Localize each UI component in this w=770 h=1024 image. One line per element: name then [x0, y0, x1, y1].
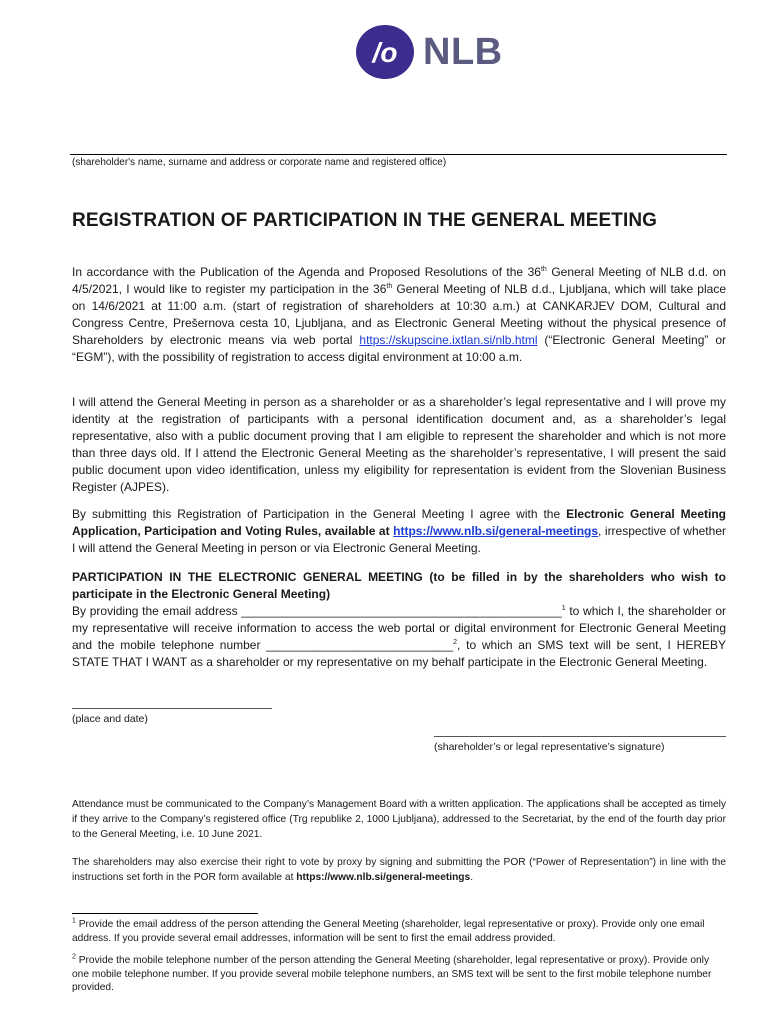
por-link[interactable]: https://www.nlb.si/general-meetings: [296, 872, 471, 883]
signature-line: [434, 736, 726, 737]
egm-heading: PARTICIPATION IN THE ELECTRONIC GENERAL MEETING (to be filled in by the shareholders who wish to participate in the Electronic General Meeting): [72, 570, 726, 601]
place-date-line: [72, 708, 272, 709]
shareholder-caption: (shareholder's name, surname and address or corporate name and registered office): [72, 157, 447, 168]
footnote-rule: [72, 913, 258, 914]
name-entry-line: [70, 154, 727, 155]
attendance-paragraph: I will attend the General Meeting in person as a shareholder or as a shareholder’s legal representative and I will prove my identity at the registration of participants with a personal identification document and, as a shareholder’s legal representative, also with a public document proving that I am eligible to represent the shareholder and which is not more than three days old. If I attend the Electronic General Meeting as the shareholder’s representative, I will present the said public document upon video identification, unless my eligibility for representation is evident from the Slovenian Business Register (AJPES).: [72, 395, 726, 494]
footnote-2: $^2$ Provide the mobile telephone number of the person attending the General Meeting (shareholder, legal representative or proxy). Provide only one mobile telephone number. If you provide several mobile telephone numbers, an SMS text will be sent to the first mobile telephone number provided.: [72, 953, 712, 993]
proxy-notice: The shareholders may also exercise their right to vote by proxy by signing and submitting the POR (“Power of Representation”) in line with the instructions set forth in the POR form available at https://www.nlb.si/general-meetings.: [72, 857, 726, 883]
place-date-label: (place and date): [72, 713, 148, 725]
rules-link[interactable]: https://www.nlb.si/general-meetings: [393, 524, 599, 538]
svg-text:/o: /o: [372, 37, 398, 68]
egm-section: PARTICIPATION IN THE ELECTRONIC GENERAL MEETING (to be filled in by the shareholders who wish to participate in the Electronic General Meeting) By providing the email address ________________________________________________$^1$ to which I, the shareholder or my representative will receive information to access the web portal or digital environment for Electronic General Meeting and the mobile telephone number ____________________________$^2$, to which an SMS text will be sent, I HEREBY STATE THAT I WANT as a shareholder or my representative on my behalf participate in the Electronic General Meeting.: [72, 570, 727, 669]
nlb-logo-icon: [355, 24, 415, 80]
footnote-1: $^1$ Provide the email address of the person attending the General Meeting (shareholder, legal representative or proxy). Provide only one email address. If you provide several email addresses, information will be sent to first the email address provided.: [72, 917, 705, 944]
nlb-logo: [355, 24, 503, 80]
signature-label: (shareholder’s or legal representative’s signature): [434, 741, 665, 753]
page-title: REGISTRATION OF PARTICIPATION IN THE GENERAL MEETING: [72, 210, 658, 231]
intro-paragraph: In accordance with the Publication of the Agenda and Proposed Resolutions of the 36th General Meeting of NLB d.d. on 4/5/2021, I would like to register my participation in the 36th General Meeting of NLB d.d., Ljubljana, which will take place on 14/6/2021 at 11:00 a.m. (start of registration of shareholders at 10:30 a.m.) at CANKARJEV DOM, Cultural and Congress Centre, Prešernova cesta 10, Ljubljana, and as Electronic General Meeting without the physical presence of Shareholders by electronic means via web portal https://skupscine.ixtlan.si/nlb.html (“Electronic General Meeting” or “EGM”), with the possibility of registration to access digital environment at 10:00 a.m.: [72, 265, 726, 364]
attendance-notice: Attendance must be communicated to the Company’s Management Board with a written application. The applications shall be accepted as timely if they arrive to the Company’s registered office (Trg republike 2, 1000 Ljubljana), addressed to the Secretariat, by the end of the fourth day prior to the General Meeting, i.e. 10 June 2021.: [72, 799, 726, 840]
egm-portal-link[interactable]: https://skupscine.ixtlan.si/nlb.html: [359, 333, 538, 347]
logo-text: NLB: [423, 30, 503, 73]
rules-paragraph: By submitting this Registration of Participation in the General Meeting I agree with the Electronic General Meeting Application, Participation and Voting Rules, available at https://www.nlb.si/general-meetings, irrespective of whether I will attend the General Meeting in person or via Electronic General Meeting.: [72, 507, 726, 555]
